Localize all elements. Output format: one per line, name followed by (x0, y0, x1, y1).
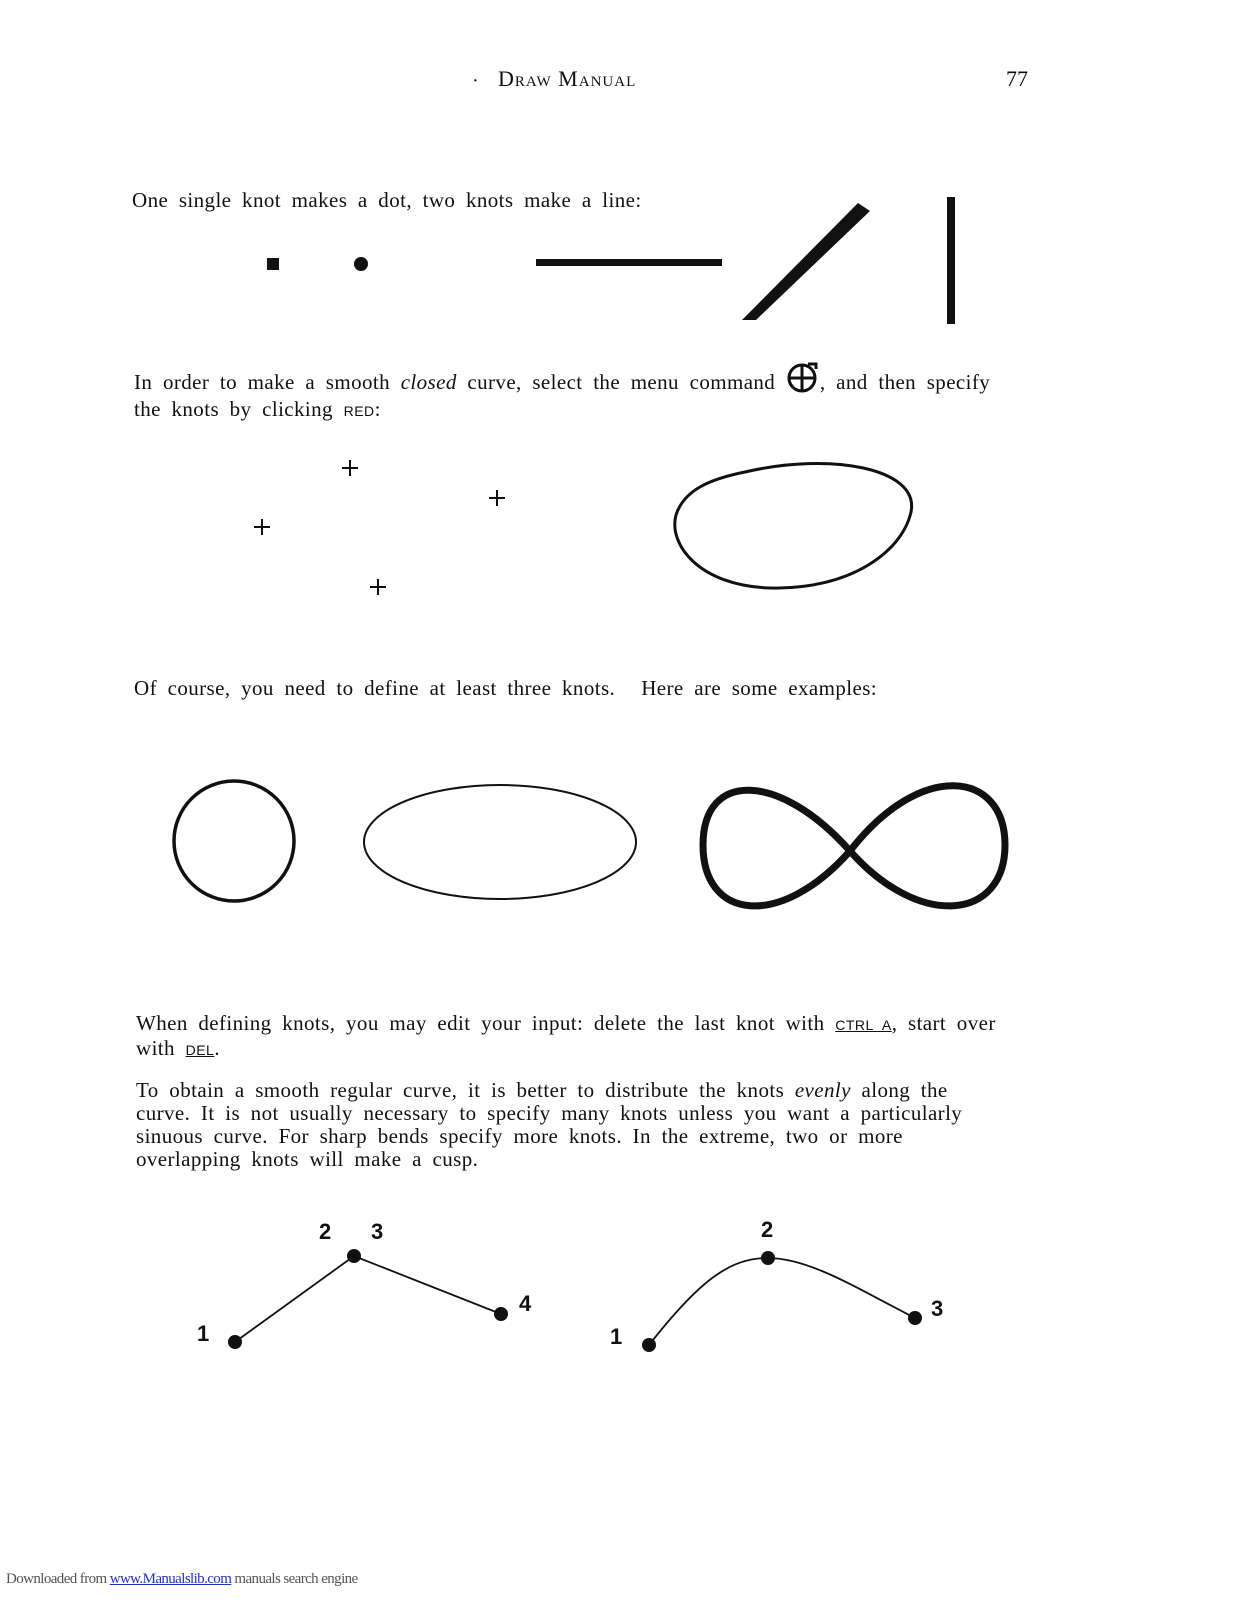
knot-cross (489, 490, 505, 506)
knot-point (761, 1251, 775, 1265)
text-segment: : (374, 397, 381, 421)
smooth-curve (649, 1258, 915, 1345)
header-bullet: · (472, 70, 479, 92)
text-segment: , start over (891, 1011, 996, 1035)
vertical-line (947, 197, 955, 324)
knot-point (494, 1307, 508, 1321)
figure-smooth-bend (642, 1251, 922, 1352)
cusp-label-3: 3 (371, 1219, 384, 1244)
emphasis-closed: closed (400, 370, 457, 394)
cusp-label-2: 2 (319, 1219, 332, 1244)
text-segment: along the (850, 1078, 948, 1102)
running-header-title: Draw Manual (498, 66, 637, 91)
cusp-label-4: 4 (519, 1291, 532, 1316)
knot-point (228, 1335, 242, 1349)
text-segment: with (136, 1036, 186, 1060)
round-dot (354, 257, 368, 271)
figure-dot-and-lines (267, 197, 955, 324)
download-footer (6, 1571, 358, 1588)
knot-cross (342, 460, 358, 476)
text-segment: Here are some examples: (641, 676, 878, 700)
text-segment: In order to make a smooth (134, 370, 401, 394)
knot-cross (370, 579, 386, 595)
text-segment: , and then specify (819, 370, 991, 394)
text-line: overlapping knots will make a cusp. (136, 1147, 479, 1171)
text-segment: When defining knots, you may edit your input: delete the last knot with (136, 1011, 836, 1035)
footer-prefix: Downloaded from (6, 1571, 110, 1587)
figure-cusp (228, 1249, 508, 1349)
emphasis-evenly: evenly (794, 1078, 851, 1102)
diagonal-line (742, 203, 870, 320)
text-line: sinuous curve. For sharp bends specify more knots. In the extreme, two or more (136, 1124, 903, 1148)
key-red: RED (343, 403, 375, 419)
text-segment: To obtain a smooth regular curve, it is better to distribute the knots (136, 1078, 795, 1102)
page-number: 77 (1006, 66, 1028, 91)
key-del: DEL (185, 1042, 215, 1058)
text-line: curve. It is not usually necessary to specify many knots unless you want a particularly (136, 1101, 963, 1125)
closed-curve (675, 463, 912, 588)
manualslib-link[interactable]: www.Manualslib.com (109, 1571, 232, 1587)
knot-point (347, 1249, 361, 1263)
text-segment: curve, select the menu command (456, 370, 786, 394)
cusp-curve (235, 1256, 501, 1342)
paragraph-knots-dot-line: One single knot makes a dot, two knots make a line: (132, 188, 642, 212)
key-ctrl-a: CTRL A (835, 1017, 892, 1033)
example-ellipse (364, 785, 636, 899)
cusp-label-1: 1 (197, 1321, 210, 1346)
square-dot (267, 258, 279, 270)
example-circle (174, 781, 294, 901)
figure-closed-curve-knots (254, 460, 912, 595)
example-figure-eight (703, 786, 1005, 906)
footer-suffix: manuals search engine (231, 1571, 358, 1587)
smooth-label-3: 3 (931, 1296, 944, 1321)
knot-point (642, 1338, 656, 1352)
knot-cross (254, 519, 270, 535)
figure-closed-curve-examples (174, 781, 1005, 906)
text-segment: Of course, you need to define at least three knots. (134, 676, 616, 700)
smooth-label-1: 1 (610, 1324, 623, 1349)
knot-point (908, 1311, 922, 1325)
text-segment: the knots by clicking (134, 397, 344, 421)
smooth-label-2: 2 (761, 1217, 774, 1242)
horizontal-line (536, 259, 722, 266)
text-segment: . (214, 1036, 220, 1060)
